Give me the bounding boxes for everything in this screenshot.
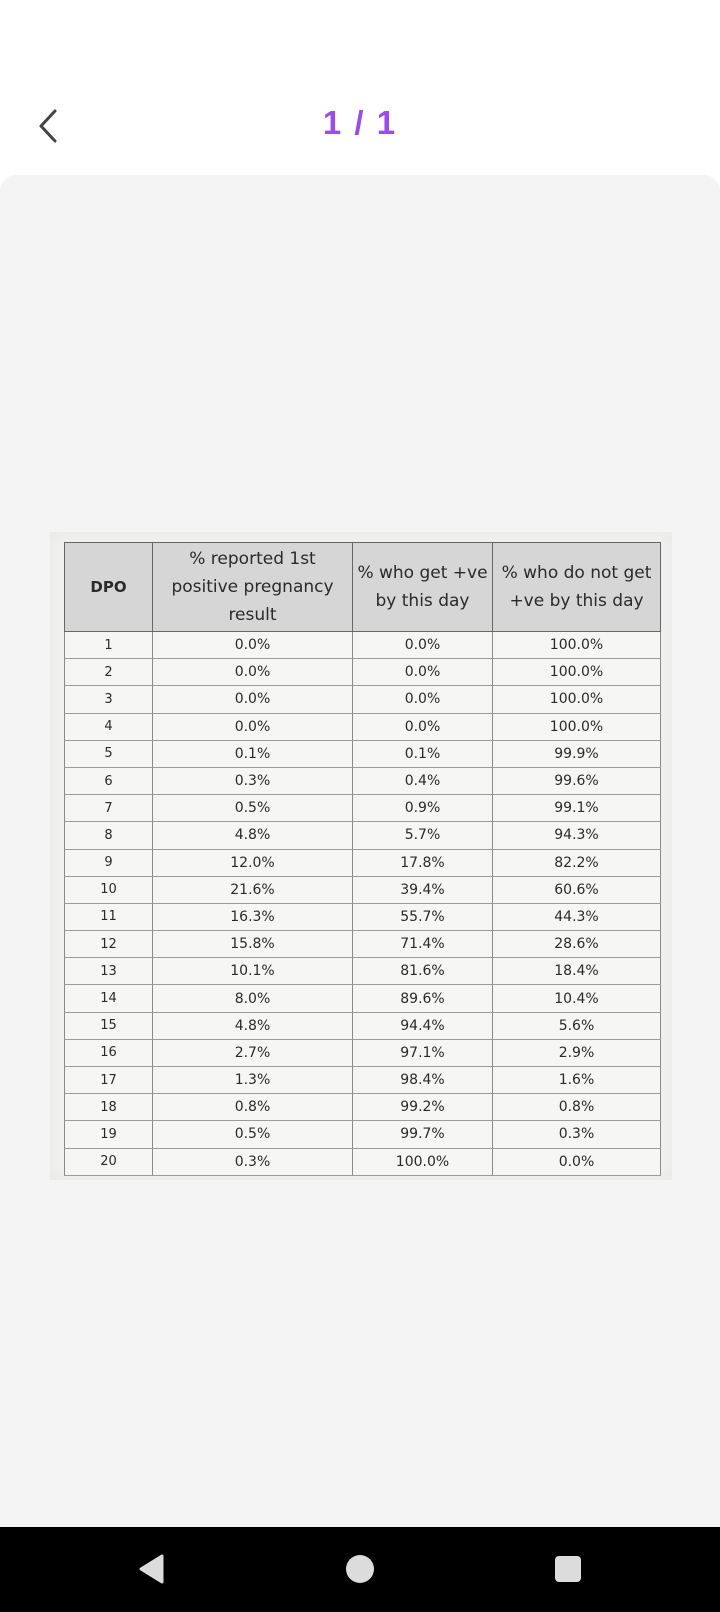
table-cell: 100.0% (493, 713, 661, 740)
table-cell: 0.8% (153, 1094, 353, 1121)
table-cell: 10.4% (493, 985, 661, 1012)
table-cell: 0.1% (153, 740, 353, 767)
document-image[interactable] (50, 532, 672, 1180)
table-cell: 94.3% (493, 822, 661, 849)
table-cell: 5.7% (353, 822, 493, 849)
table-cell: 6 (65, 767, 153, 794)
table-cell: 0.8% (493, 1094, 661, 1121)
table-cell: 100.0% (493, 686, 661, 713)
table-row (65, 795, 661, 822)
table-cell: 8.0% (153, 985, 353, 1012)
table-header-row (65, 543, 661, 632)
table-cell: 0.3% (153, 1148, 353, 1175)
table-cell: 99.7% (353, 1121, 493, 1148)
table-cell: 21.6% (153, 876, 353, 903)
column-header: DPO (65, 543, 153, 632)
table-cell: 3 (65, 686, 153, 713)
table-row (65, 876, 661, 903)
column-header: % who get +ve by this day (353, 543, 493, 632)
table-cell: 16 (65, 1039, 153, 1066)
table-cell: 11 (65, 903, 153, 930)
table-cell: 55.7% (353, 903, 493, 930)
table-row (65, 1148, 661, 1175)
table-cell: 2.9% (493, 1039, 661, 1066)
table-cell: 0.0% (353, 686, 493, 713)
nav-home-button[interactable] (340, 1549, 380, 1589)
table-row (65, 686, 661, 713)
table-cell: 14 (65, 985, 153, 1012)
table-cell: 4.8% (153, 1012, 353, 1039)
triangle-back-icon (132, 1549, 172, 1589)
table-cell: 13 (65, 958, 153, 985)
table-cell: 9 (65, 849, 153, 876)
table-cell: 0.0% (493, 1148, 661, 1175)
table-cell: 0.0% (353, 659, 493, 686)
table-cell: 44.3% (493, 903, 661, 930)
nav-back-button[interactable] (132, 1549, 172, 1589)
table-cell: 17.8% (353, 849, 493, 876)
table-row (65, 632, 661, 659)
table-cell: 99.9% (493, 740, 661, 767)
table-cell: 60.6% (493, 876, 661, 903)
table-cell: 10 (65, 876, 153, 903)
table-cell: 0.9% (353, 795, 493, 822)
table-cell: 0.1% (353, 740, 493, 767)
table-cell: 0.0% (153, 713, 353, 740)
table-cell: 100.0% (493, 632, 661, 659)
table-cell: 81.6% (353, 958, 493, 985)
table-cell: 4.8% (153, 822, 353, 849)
table-cell: 0.0% (153, 686, 353, 713)
table-cell: 71.4% (353, 931, 493, 958)
table-row (65, 849, 661, 876)
table-cell: 1.6% (493, 1067, 661, 1094)
table-cell: 89.6% (353, 985, 493, 1012)
table-cell: 2.7% (153, 1039, 353, 1066)
table-row (65, 958, 661, 985)
table-row (65, 822, 661, 849)
table-cell: 94.4% (353, 1012, 493, 1039)
table-row (65, 740, 661, 767)
table-cell: 18.4% (493, 958, 661, 985)
table-cell: 1 (65, 632, 153, 659)
table-cell: 20 (65, 1148, 153, 1175)
table-cell: 17 (65, 1067, 153, 1094)
table-cell: 99.1% (493, 795, 661, 822)
table-row (65, 1121, 661, 1148)
table-cell: 28.6% (493, 931, 661, 958)
table-cell: 18 (65, 1094, 153, 1121)
table-row (65, 931, 661, 958)
column-header: % who do not get +ve by this day (493, 543, 661, 632)
table-row (65, 985, 661, 1012)
table-cell: 0.3% (493, 1121, 661, 1148)
table-cell: 0.5% (153, 1121, 353, 1148)
table-cell: 97.1% (353, 1039, 493, 1066)
table-cell: 0.4% (353, 767, 493, 794)
table-cell: 100.0% (493, 659, 661, 686)
table-cell: 7 (65, 795, 153, 822)
table-cell: 2 (65, 659, 153, 686)
column-header: % reported 1st positive pregnancy result (153, 543, 353, 632)
table-cell: 0.0% (153, 632, 353, 659)
page-counter: 1 / 1 (322, 104, 398, 141)
table-cell: 19 (65, 1121, 153, 1148)
nav-recents-button[interactable] (548, 1549, 588, 1589)
table-cell: 4 (65, 713, 153, 740)
table-row (65, 1039, 661, 1066)
table-cell: 0.0% (353, 713, 493, 740)
table-cell: 0.5% (153, 795, 353, 822)
table-cell: 100.0% (353, 1148, 493, 1175)
table-cell: 0.3% (153, 767, 353, 794)
table-cell: 12.0% (153, 849, 353, 876)
table-cell: 82.2% (493, 849, 661, 876)
table-body (65, 632, 661, 1176)
table-row (65, 1012, 661, 1039)
table-cell: 15 (65, 1012, 153, 1039)
table-row (65, 713, 661, 740)
circle-home-icon (340, 1549, 380, 1589)
table-cell: 5.6% (493, 1012, 661, 1039)
table-cell: 8 (65, 822, 153, 849)
table-cell: 12 (65, 931, 153, 958)
table-cell: 16.3% (153, 903, 353, 930)
table-cell: 0.0% (153, 659, 353, 686)
table-cell: 10.1% (153, 958, 353, 985)
pregnancy-test-table (64, 542, 661, 1176)
table-cell: 15.8% (153, 931, 353, 958)
table-cell: 99.6% (493, 767, 661, 794)
table-cell: 99.2% (353, 1094, 493, 1121)
top-bar (0, 0, 720, 175)
table-row (65, 1067, 661, 1094)
table-cell: 98.4% (353, 1067, 493, 1094)
table-row (65, 659, 661, 686)
table-cell: 39.4% (353, 876, 493, 903)
table-cell: 1.3% (153, 1067, 353, 1094)
system-nav-bar (0, 1527, 720, 1612)
table-row (65, 1094, 661, 1121)
square-recents-icon (548, 1549, 588, 1589)
table-row (65, 767, 661, 794)
table-cell: 0.0% (353, 632, 493, 659)
table-cell: 5 (65, 740, 153, 767)
table-row (65, 903, 661, 930)
